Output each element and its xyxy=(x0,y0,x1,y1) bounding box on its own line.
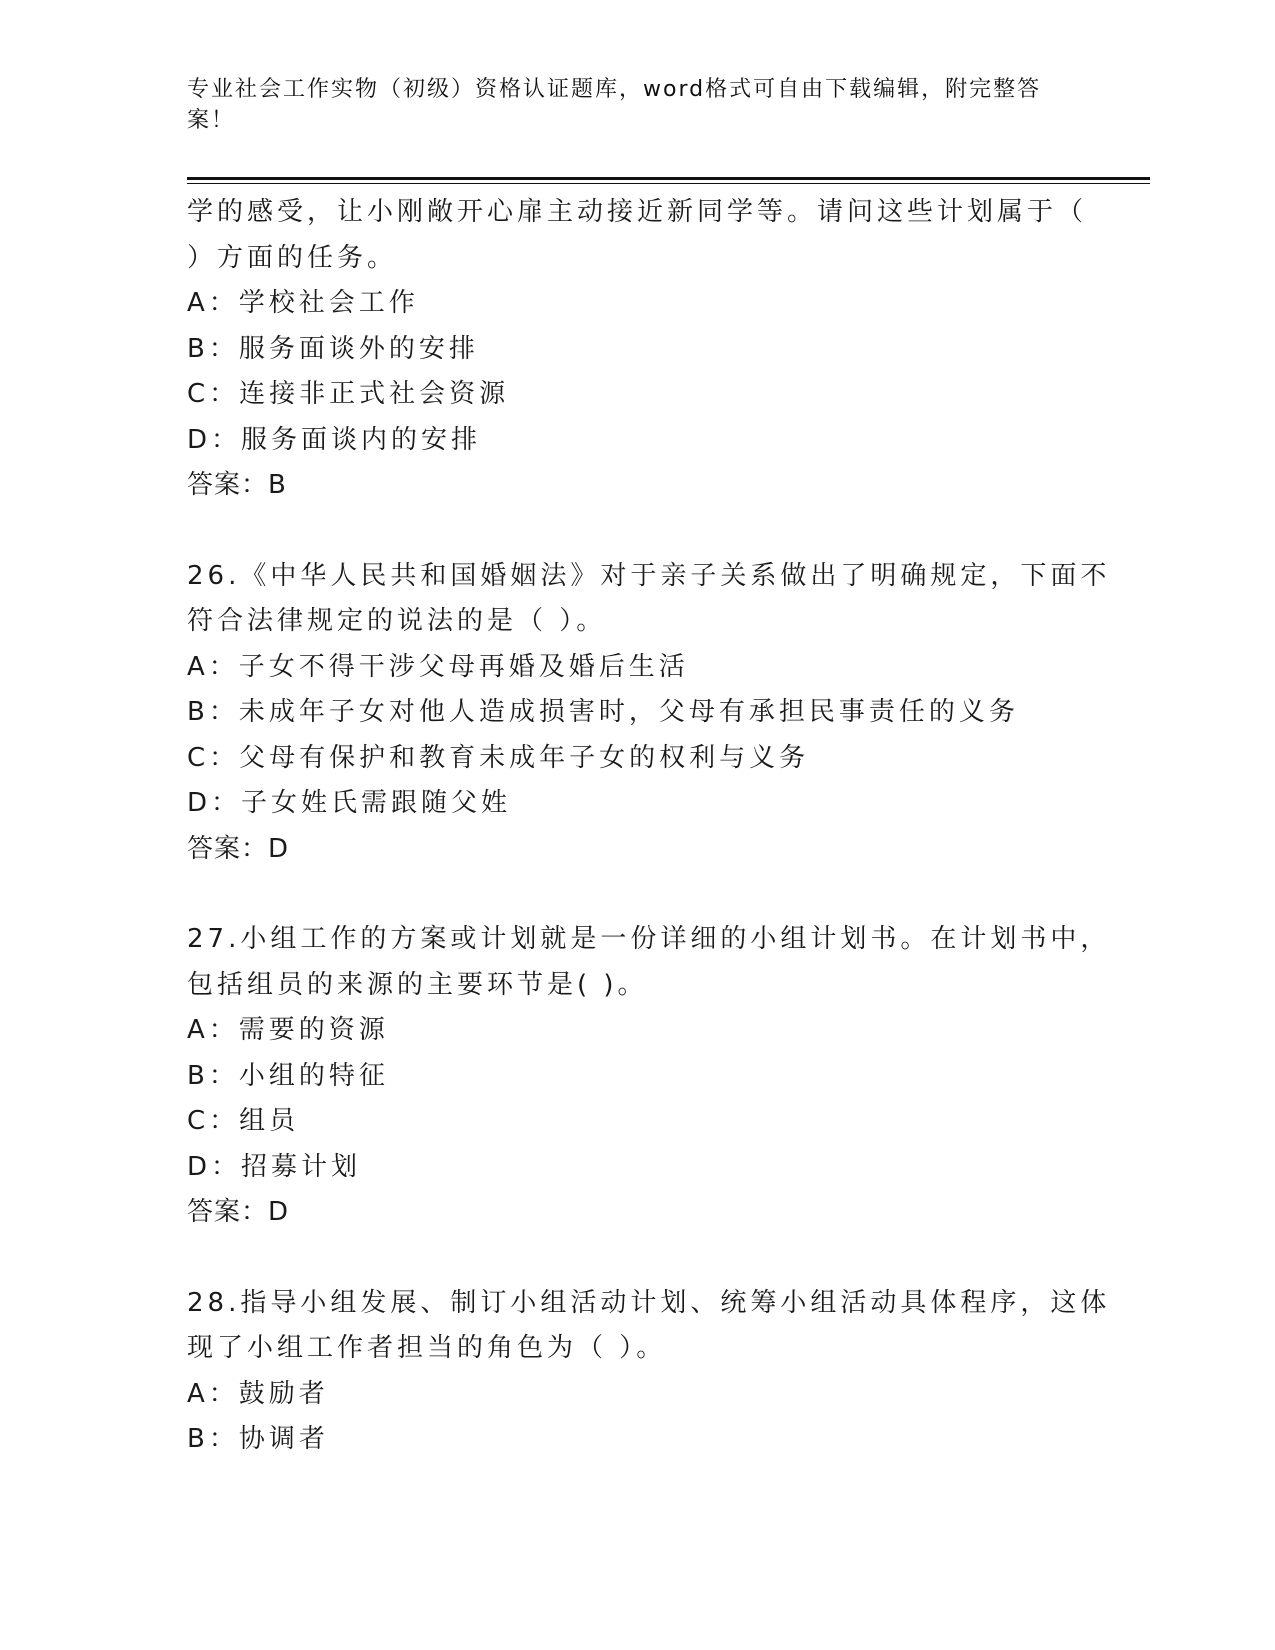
answer-line: 答案：D xyxy=(187,1197,290,1227)
header-line-2: 案！ xyxy=(187,108,236,133)
option-b: B：服务面谈外的安排 xyxy=(187,333,479,364)
header-divider-thin xyxy=(187,183,1150,184)
answer-line: 答案：B xyxy=(187,470,287,500)
question-stem-line: ）方面的任务。 xyxy=(187,242,398,273)
option-b: B：未成年子女对他人造成损害时，父母有承担民事责任的义务 xyxy=(187,697,1019,727)
question-26 xyxy=(187,554,1111,873)
question-spacer xyxy=(187,509,1087,554)
header-divider-thick xyxy=(187,177,1150,180)
option-c: C：连接非正式社会资源 xyxy=(187,379,510,409)
question-stem-line: 26.《中华人民共和国婚姻法》对于亲子关系做出了明确规定，下面不 xyxy=(187,560,1111,591)
question-28 xyxy=(187,1281,1111,1463)
option-a: A：鼓励者 xyxy=(187,1378,329,1409)
option-d: D：服务面谈内的安排 xyxy=(187,424,482,455)
question-spacer xyxy=(187,872,1087,917)
option-a: A：子女不得干涉父母再婚及婚后生活 xyxy=(187,651,689,682)
option-d: D：子女姓氏需跟随父姓 xyxy=(187,788,512,818)
question-stem-line: 学的感受，让小刚敞开心扉主动接近新同学等。请问这些计划属于（ xyxy=(187,197,1088,227)
question-stem-line: 符合法律规定的说法的是（ ）。 xyxy=(187,606,607,636)
answer-line: 答案：D xyxy=(187,833,290,864)
question-stem-line: 包括组员的来源的主要环节是( )。 xyxy=(187,969,648,1000)
question-stem-line: 27.小组工作的方案或计划就是一份详细的小组计划书。在计划书中， xyxy=(187,924,1111,954)
question-stem-line: 28.指导小组发展、制订小组活动计划、统筹小组活动具体程序，这体 xyxy=(187,1287,1111,1318)
question-25 xyxy=(187,190,1087,509)
option-a: A：需要的资源 xyxy=(187,1015,389,1045)
page-header xyxy=(187,74,1067,136)
question-27 xyxy=(187,917,1111,1236)
option-d: D：招募计划 xyxy=(187,1151,362,1182)
header-line-1: 专业社会工作实物（初级）资格认证题库，word格式可自由下载编辑，附完整答 xyxy=(187,77,1042,102)
question-list xyxy=(187,190,1111,1463)
option-a: A：学校社会工作 xyxy=(187,288,419,318)
question-spacer xyxy=(187,1236,1087,1281)
option-c: C：父母有保护和教育未成年子女的权利与义务 xyxy=(187,742,810,773)
option-c: C：组员 xyxy=(187,1106,300,1136)
question-stem-line: 现了小组工作者担当的角色为（ ）。 xyxy=(187,1333,667,1363)
option-b: B：小组的特征 xyxy=(187,1060,389,1091)
option-b: B：协调者 xyxy=(187,1424,329,1454)
